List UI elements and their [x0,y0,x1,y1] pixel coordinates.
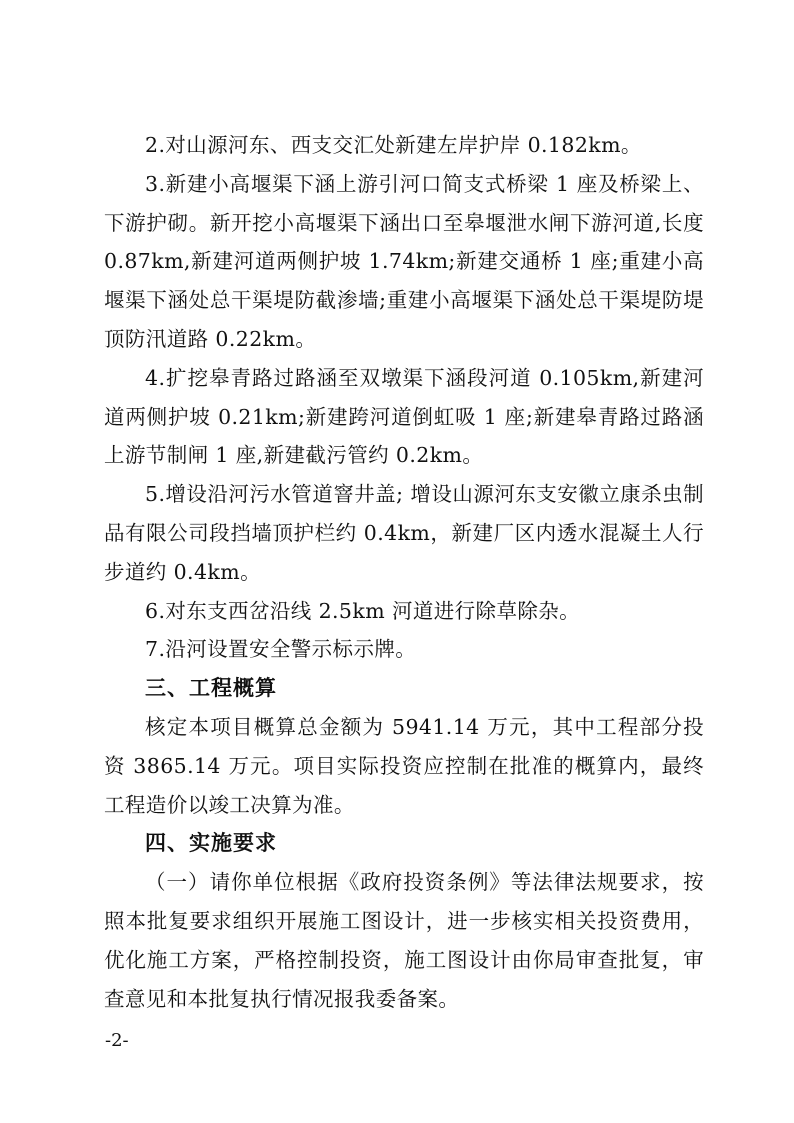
paragraph-item-6: 6.对东支西岔沿线 2.5km 河道进行除草除杂。 [145,598,581,623]
page-number: -2- [105,1030,129,1051]
paragraph-item-7: 7.沿河设置安全警示标示牌。 [145,637,417,662]
paragraph-item-5: 5.增设沿河污水管道窨井盖; 增设山源河东支安徽立康杀虫制品有限公司段挡墙顶护栏约 0.4km，新建厂区内透水混凝土人行步道约 0.4km。 [104,482,704,584]
section-heading-implementation: 四、实施要求 [145,831,277,856]
paragraph-item-4: 4.扩挖皋青路过路涵至双墩渠下涵段河道 0.105km,新建河道两侧护坡 0.21km;新建跨河道倒虹吸 1 座;新建皋青路过路涵上游节制闸 1 座,新建截污管约 0.2km。 [104,365,704,468]
paragraph-item-3: 3.新建小高堰渠下涵上游引河口简支式桥梁 1 座及桥梁上、下游护砌。新开挖小高堰渠下涵出口至皋堰泄水闸下游河道,长度 0.87km,新建河道两侧护坡 1.74km;新建交通桥 1 座;重建小高堰渠下涵处总干渠堤防截渗墙;重建小高堰渠下涵处总干渠堤防堤顶防汛道路 0.22km。 [104,171,704,351]
paragraph-item-2: 2.对山源河东、西支交汇处新建左岸护岸 0.182km。 [145,133,642,157]
implementation-paragraph-1: （一）请你单位根据《政府投资条例》等法律法规要求，按照本批复要求组织开展施工图设计，进一步核实相关投资费用，优化施工方案，严格控制投资，施工图设计由你局审查批复，审查意见和本批复执行情况报我委备案。 [104,870,704,1011]
body-text [104,126,704,1018]
section-heading-budget: 三、工程概算 [145,676,277,701]
budget-paragraph: 核定本项目概算总金额为 5941.14 万元，其中工程部分投资 3865.14 万元。项目实际投资应控制在批准的概算内，最终工程造价以竣工决算为准。 [104,714,704,817]
